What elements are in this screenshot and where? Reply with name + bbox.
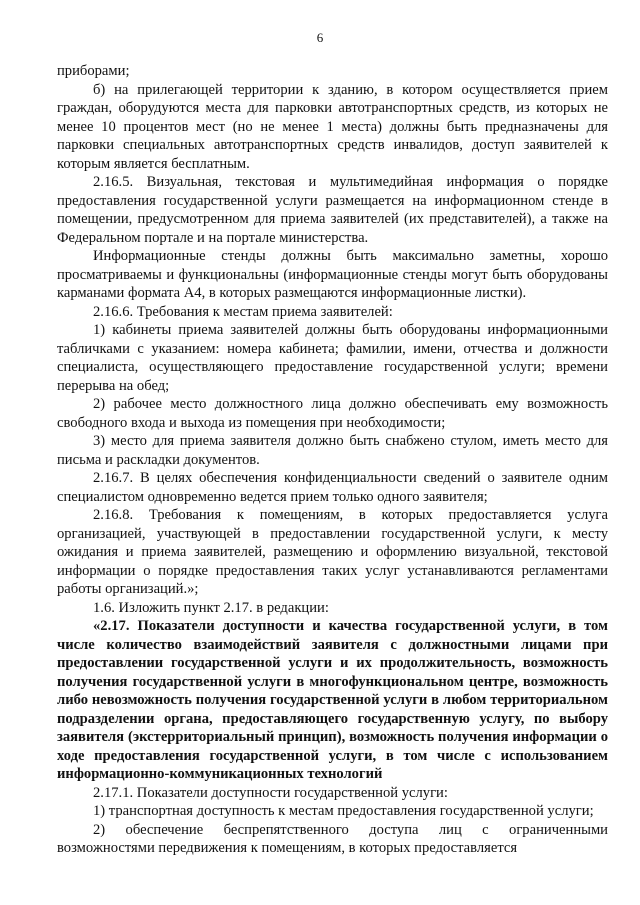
paragraph-item-2-workplace: 2) рабочее место должностного лица должно обеспечивать ему возможность свободного входа и выхода из помещения при необходимости; [57, 396, 608, 431]
paragraph-1-6: 1.6. Изложить пункт 2.17. в редакции: [93, 599, 329, 616]
paragraph-item-2-access: 2) обеспечение беспрепятственного доступа лиц с ограниченными возможностями передвижения к помещениям, в которых предоставляется [57, 821, 608, 856]
section-heading-2-17: «2.17. Показатели доступности и качества государственной услуги, в том числе количество взаимодействий заявителя с должностными лицами при предоставлении государственной услуги и их продолжительность, возможность получения государственной услуги в многофункциональном центре, возможность либо невозможность получения государственной услуги в любом территориальном подразделении органа, предоставляющего государственную услугу, по выбору заявителя (экстерриториальный принцип), возможность получения информации о ходе предоставления государственной услуги, в том числе с использованием информационно-коммуникационных технологий [57, 618, 608, 782]
document-body [57, 62, 608, 858]
paragraph-info-stands: Информационные стенды должны быть максимально заметны, хорошо просматриваемы и функциональны (информационные стенды могут быть оборудованы карманами формата А4, в которых размещаются информационные листки). [57, 248, 608, 301]
paragraph-2-16-8: 2.16.8. Требования к помещениям, в которых предоставляется услуга организацией, участвующей в предоставлении государственной услуги, к месту ожидания и приема заявителей, размещению и оформлению визуальной, текстовой информации о порядке предоставления таких услуг устанавливаются регламентами работы организаций.»; [57, 507, 608, 597]
paragraph-2-16-6: 2.16.6. Требования к местам приема заявителей: [93, 303, 393, 320]
paragraph-2-16-7: 2.16.7. В целях обеспечения конфиденциальности сведений о заявителе одним специалистом одновременно ведется прием только одного заявителя; [57, 470, 608, 505]
paragraph-2-16-5: 2.16.5. Визуальная, текстовая и мультимедийная информация о порядке предоставления государственной услуги размещается на информационном стенде в помещении, предусмотренном для приема заявителей (их представителей), а также на Федеральном портале и на портале министерства. [57, 174, 608, 246]
paragraph-continuation: приборами; [57, 63, 130, 79]
page-number: 6 [316, 30, 324, 45]
paragraph-item-b-parking: б) на прилегающей территории к зданию, в котором осуществляется прием граждан, оборудуются места для парковки автотранспортных средств, из которых не менее 10 процентов мест (но не менее 1 места) должны быть предназначены для парковки специальных автотранспортных средств инвалидов, доступ заявителей к которым является бесплатным. [57, 81, 608, 172]
paragraph-item-1-transport: 1) транспортная доступность к местам предоставления государственной услуги; [93, 803, 594, 819]
paragraph-item-3-reception-place: 3) место для приема заявителя должно быть снабжено стулом, иметь место для письма и раскладки документов. [57, 433, 608, 468]
paragraph-2-17-1: 2.17.1. Показатели доступности государственной услуги: [93, 784, 448, 801]
paragraph-item-1-offices: 1) кабинеты приема заявителей должны быть оборудованы информационными табличками с указанием: номера кабинета; фамилии, имени, отчества и должности специалиста, осуществляющего предоставление государственной услуги; времени перерыва на обед; [57, 322, 608, 394]
